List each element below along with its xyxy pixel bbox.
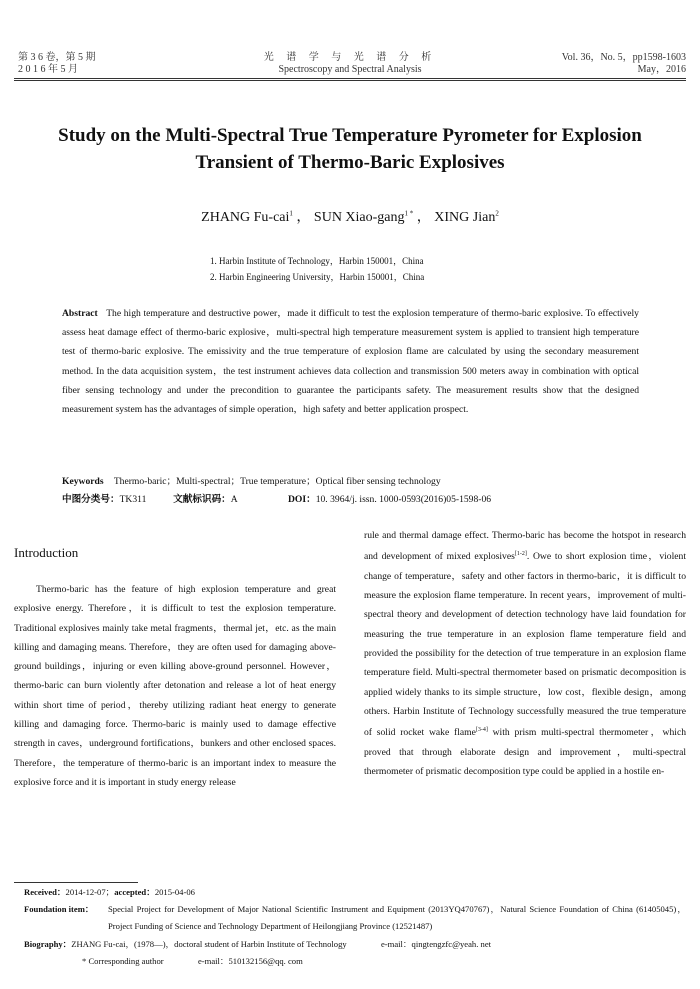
body-paragraph: Thermo-baric has the feature of high explosion temperature and great explosive energy. Therefore，it is difficult to test the explosion temperature. Traditional explosives mainly take metal fragments，thermal jet，etc. as the main killing and damaging means. Therefore，they are often used for damaging above-ground buildings，injuring or even killing above-ground personnel. However，thermo-baric can burn violently after detonation and release a lot of heat energy within short time of period，thereby utilizing radiant heat energy to generate killing and damaging force. Thermo-baric is mainly used to damage effective strength in caves，underground fortifications，bunkers and other enclosed spaces. Therefore，the temperature of thermo-baric is an important index to measure the explosive force and it is important in study energy release [14, 584, 336, 788]
title-line-1: Study on the Multi-Spectral True Temperature Pyrometer for Explosion [58, 125, 642, 146]
biography [24, 936, 686, 953]
doi-value: 10. 3964/j. issn. 1000-0593(2016)05-1598-06 [315, 494, 492, 505]
citation-ref[interactable]: [1-2] [514, 551, 527, 558]
body-column-right [364, 526, 686, 781]
paper-title [10, 122, 690, 176]
keywords-text: Thermo-baric；Multi-spectral；True temperature；Optical fiber sensing technology [113, 476, 441, 487]
author-name: ZHANG Fu-cai [201, 210, 290, 225]
received-label: Received： [24, 887, 66, 897]
journal-pages-info [486, 52, 686, 76]
footnote-rule [14, 882, 138, 883]
keywords [62, 472, 642, 491]
author-name: SUN Xiao-gang [313, 210, 405, 225]
author-separator: ， [292, 210, 311, 225]
clc-value: TK311 [119, 494, 147, 505]
volume-pages: Vol. 36，No. 5，pp1598-1603 [561, 52, 686, 63]
foundation-label: Foundation item： [24, 904, 94, 914]
corresponding-author-email[interactable]: e-mail：510132156@qq. com [197, 956, 303, 966]
journal-name-en: Spectroscopy and Spectral Analysis [278, 64, 422, 75]
journal-volume-info [18, 52, 178, 76]
classification-line [62, 490, 642, 509]
publication-date-cn: 2 0 1 6 年 5 月 [18, 64, 78, 75]
author-affiliation-mark: 1 * [404, 209, 414, 218]
affiliation: 1. Harbin Institute of Technology，Harbin 150001，China [210, 256, 424, 266]
doc-code-value: A [230, 494, 238, 505]
corresponding-author-label: * Corresponding author [82, 956, 164, 966]
biography-text: ZHANG Fu-cai，(1978—)，doctoral student of Harbin Institute of Technology [71, 939, 347, 949]
header-rule-secondary [14, 80, 686, 81]
body-paragraph-part: with prism multi-spectral thermometer，which proved that through elaborate design and improvement，multi-spectral thermometer of prismatic decomposition type could be applied in a hostile en- [364, 727, 686, 777]
doi-label: DOI： [287, 494, 316, 505]
foundation-item [24, 901, 686, 932]
author-separator: ， [413, 210, 431, 225]
clc-label: 中图分类号： [62, 494, 120, 505]
accepted-value: 2015-04-06 [154, 887, 195, 897]
abstract-text: The high temperature and destructive power，made it difficult to test the explosion temperature of thermo-baric explosive. To effectively assess heat damage effect of thermo-baric explosive，multi-spectral high temperature measurement system is applied to transient high temperature test of thermo-baric explosive. The emissivity and the true temperature of explosion flame are calculated by using the secondary measurement method. In the data acquisition system，the test instrument achieves data collection and transmission 500 meters away in combination with optical fiber sensing technology and under the precondition to guarantee the participants safety. The measurement results show that the designed measurement system has the advantages of simple operation，high safety and better application prospect. [62, 308, 639, 416]
biography-label: Biography： [24, 939, 72, 949]
header-rule [14, 78, 686, 79]
body-column-left [14, 580, 336, 792]
author-affiliation-mark: 1 [289, 209, 293, 218]
author-name: XING Jian [434, 210, 496, 225]
body-paragraph-part: . Owe to short explosion time，violent change of temperature，safety and other factors in thermo-baric，it is difficult to measure the explosion flame temperature. In recent years，improvement of multi-spectral theory and development of detection technology have laid foundation for measuring the true temperature in an explosion flame temperature field and provided the possibility for the detection of true temperature in an explosion flame temperature field. Multi-spectral thermometer based on prismatic decomposition is applied widely thanks to its simple structure，low cost，flexible design，among others. Harbin Institute of Technology successfully measured the true temperature of solid rocket wake flame [364, 551, 686, 739]
biography-email[interactable]: e-mail：qingtengzfc@yeah. net [380, 939, 492, 949]
affiliation-list [210, 253, 424, 285]
corresponding-author [82, 953, 303, 970]
citation-ref[interactable]: [3-4] [475, 727, 488, 734]
body-paragraph-part: rule and thermal damage effect. Thermo-baric has become the hotspot in research and development of mixed explosives [364, 530, 686, 563]
foundation-text: Special Project for Development of Major National Scientific Instrument and Equipment (2013YQ470767)，Natural Science Foundation of China (61405045)，Project Funding of Science and Technology Department of Heilongjiang Province (12521487) [108, 904, 686, 932]
abstract [62, 304, 639, 419]
doc-code-label: 文献标识码： [173, 494, 231, 505]
received-value: 2014-12-07； [65, 887, 115, 897]
journal-name-cn: 光 谱 学 与 光 谱 分 析 [263, 52, 437, 63]
accepted-label: accepted： [114, 887, 155, 897]
journal-name [200, 52, 500, 76]
author-list [0, 206, 700, 226]
title-line-2: Transient of Thermo-Baric Explosives [195, 152, 505, 173]
abstract-label: Abstract [62, 308, 98, 319]
author-affiliation-mark: 2 [495, 209, 499, 218]
keywords-label: Keywords [62, 476, 104, 487]
section-heading-introduction: Introduction [14, 545, 79, 560]
volume-issue: 第 3 6 卷，第 5 期 [18, 52, 96, 63]
received-dates [24, 884, 195, 901]
publication-date-en: May，2016 [637, 64, 686, 75]
affiliation: 2. Harbin Engineering University，Harbin 150001，China [210, 272, 425, 282]
